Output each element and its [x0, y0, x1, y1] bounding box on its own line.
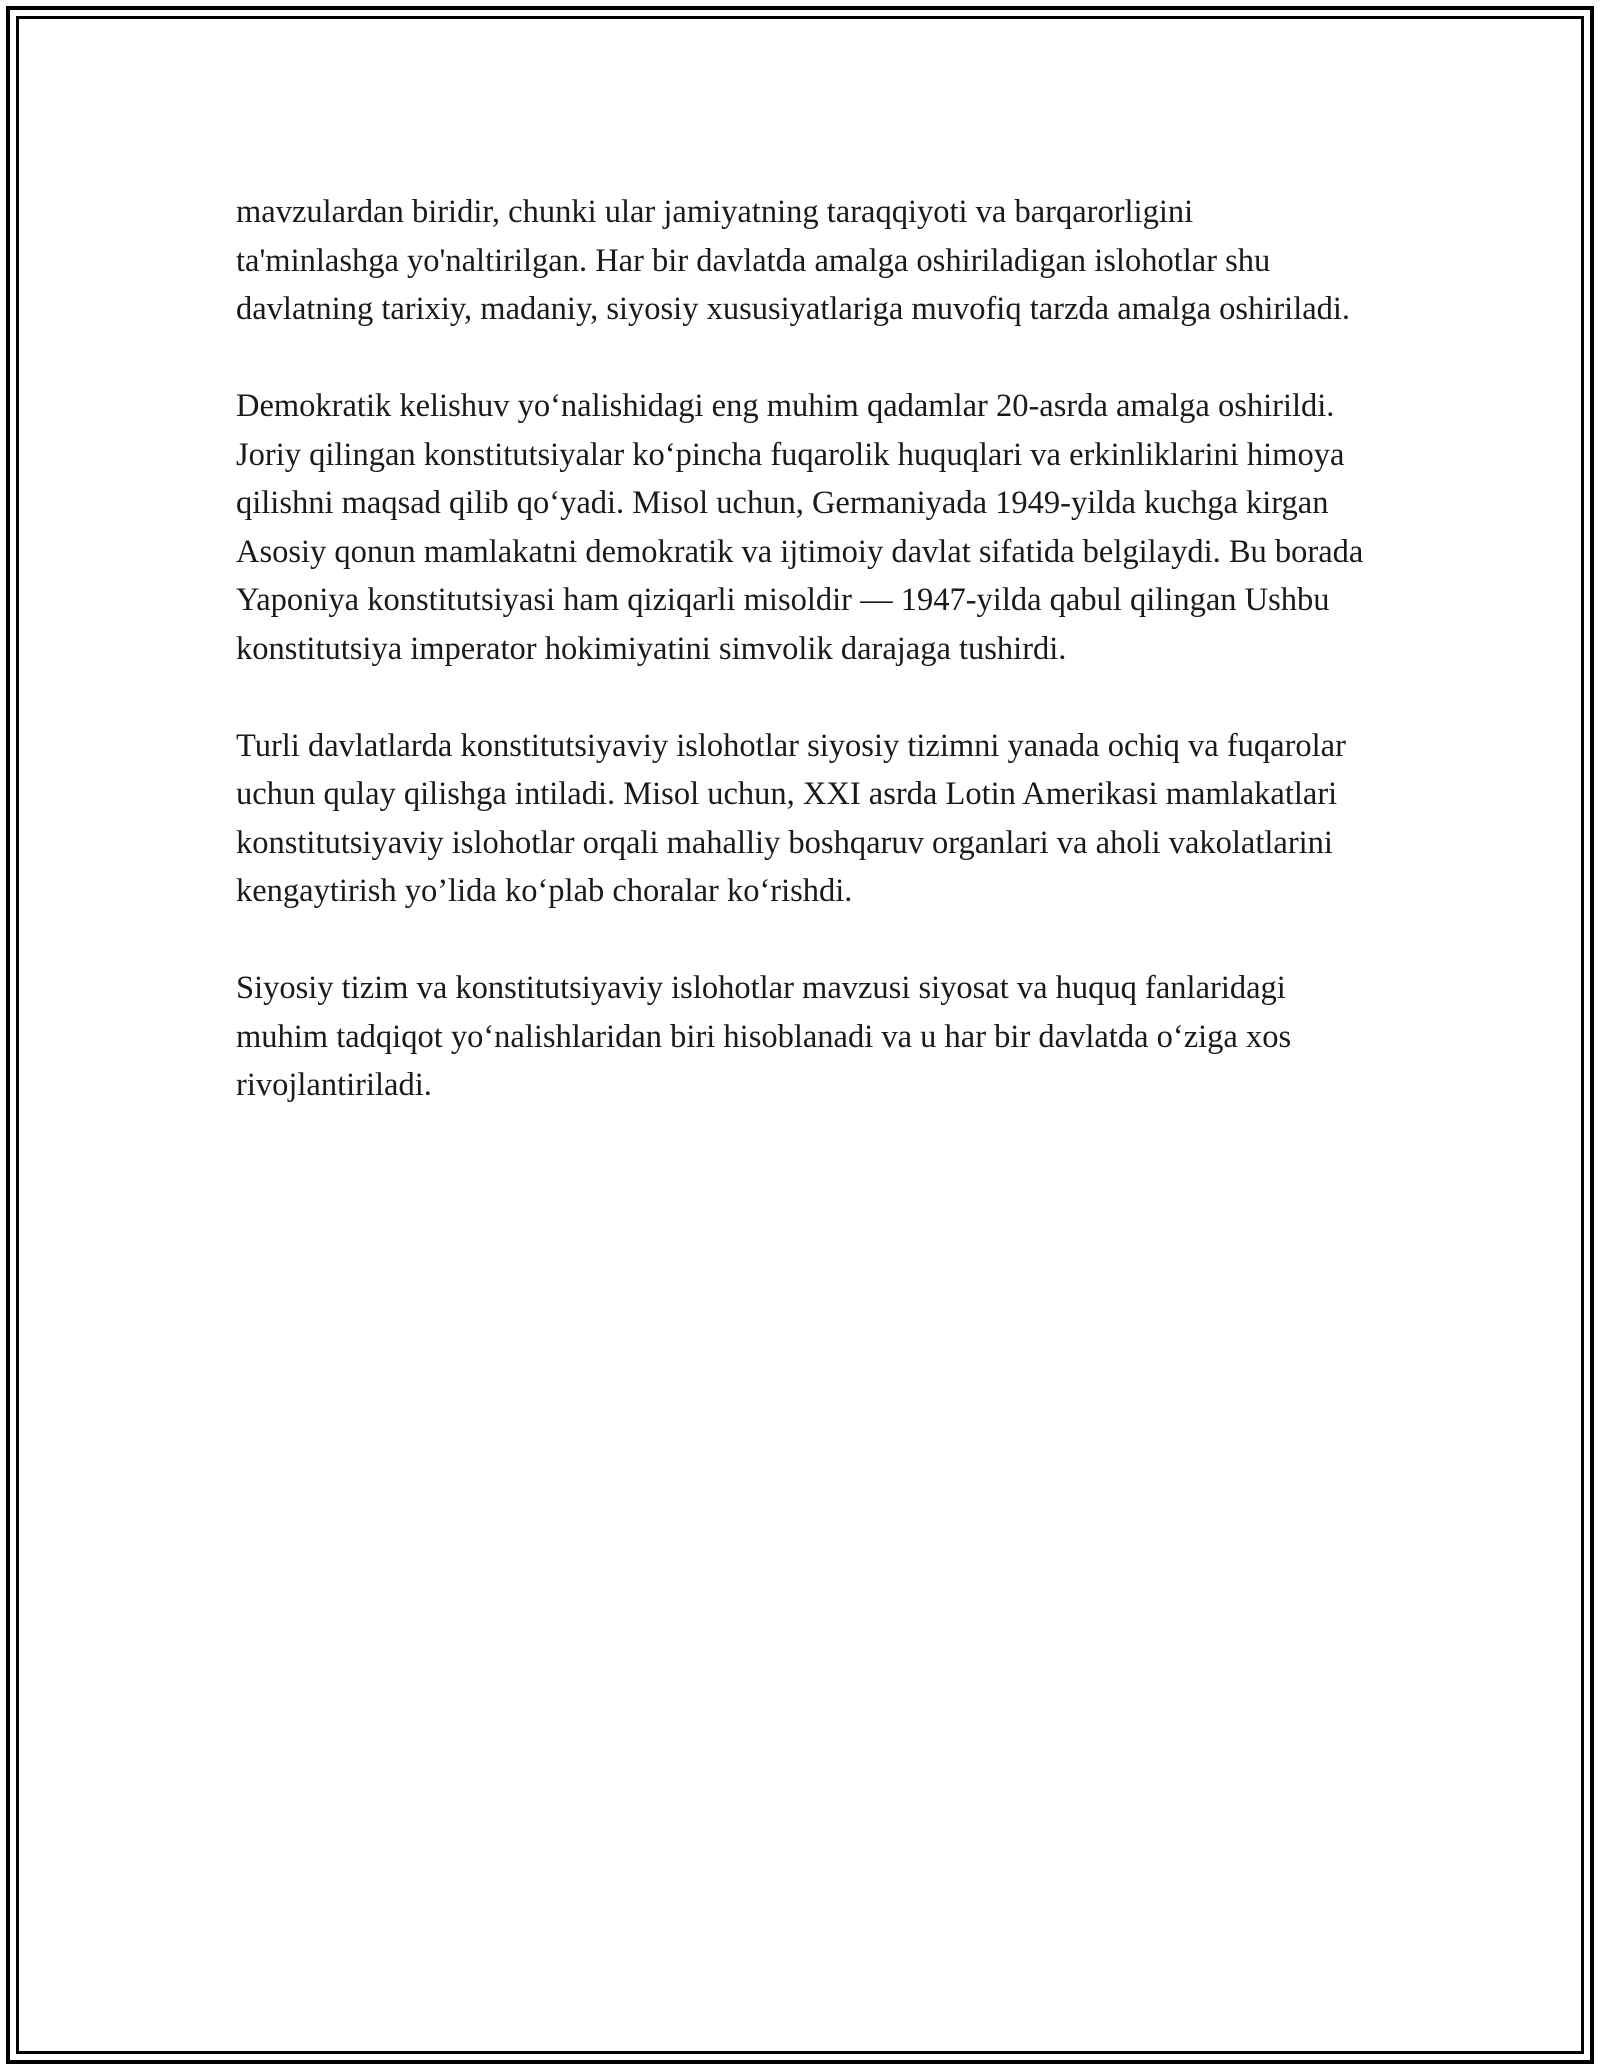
paragraph-2: Demokratik kelishuv yo‘nalishidagi eng muhim qadamlar 20-asrda amalga oshirildi. Joriy qilingan konstitutsiyalar ko‘pincha fuqarolik huquqlari va erkinliklarini himoya qilishni maqsad qilib qo‘yadi. Misol uchun, Germaniyada 1949-yilda kuchga kirgan Asosiy qonun mamlakatni demokratik va ijtimoiy davlat sifatida belgilaydi. Bu borada Yaponiya konstitutsiyasi ham qiziqarli misoldir — 1947-yilda qabul qilingan Ushbu konstitutsiya imperator hokimiyatini simvolik darajaga tushirdi.: [236, 388, 1364, 667]
paragraph-1: mavzulardan biridir, chunki ular jamiyatning taraqqiyoti va barqarorligini ta'minlashga yo'naltirilgan. Har bir davlatda amalga oshiriladigan islohotlar shu davlatning tarixiy, madaniy, siyosiy xususiyatlariga muvofiq tarzda amalga oshiriladi.: [236, 194, 1351, 327]
paragraph-3: Turli davlatlarda konstitutsiyaviy islohotlar siyosiy tizimni yanada ochiq va fuqarolar uchun qulay qilishga intiladi. Misol uchun, XXI asrda Lotin Amerikasi mamlakatlari konstitutsiyaviy islohotlar orqali mahalliy boshqaruv organlari va aholi vakolatlarini kengaytirish yo’lida ko‘plab choralar ko‘rishdi.: [236, 727, 1346, 909]
document-body: [236, 188, 1364, 1158]
paragraph-4: Siyosiy tizim va konstitutsiyaviy islohotlar mavzusi siyosat va huquq fanlaridagi muhim tadqiqot yo‘nalishlaridan biri hisoblanadi va u har bir davlatda o‘ziga xos rivojlantiriladi.: [236, 970, 1292, 1103]
